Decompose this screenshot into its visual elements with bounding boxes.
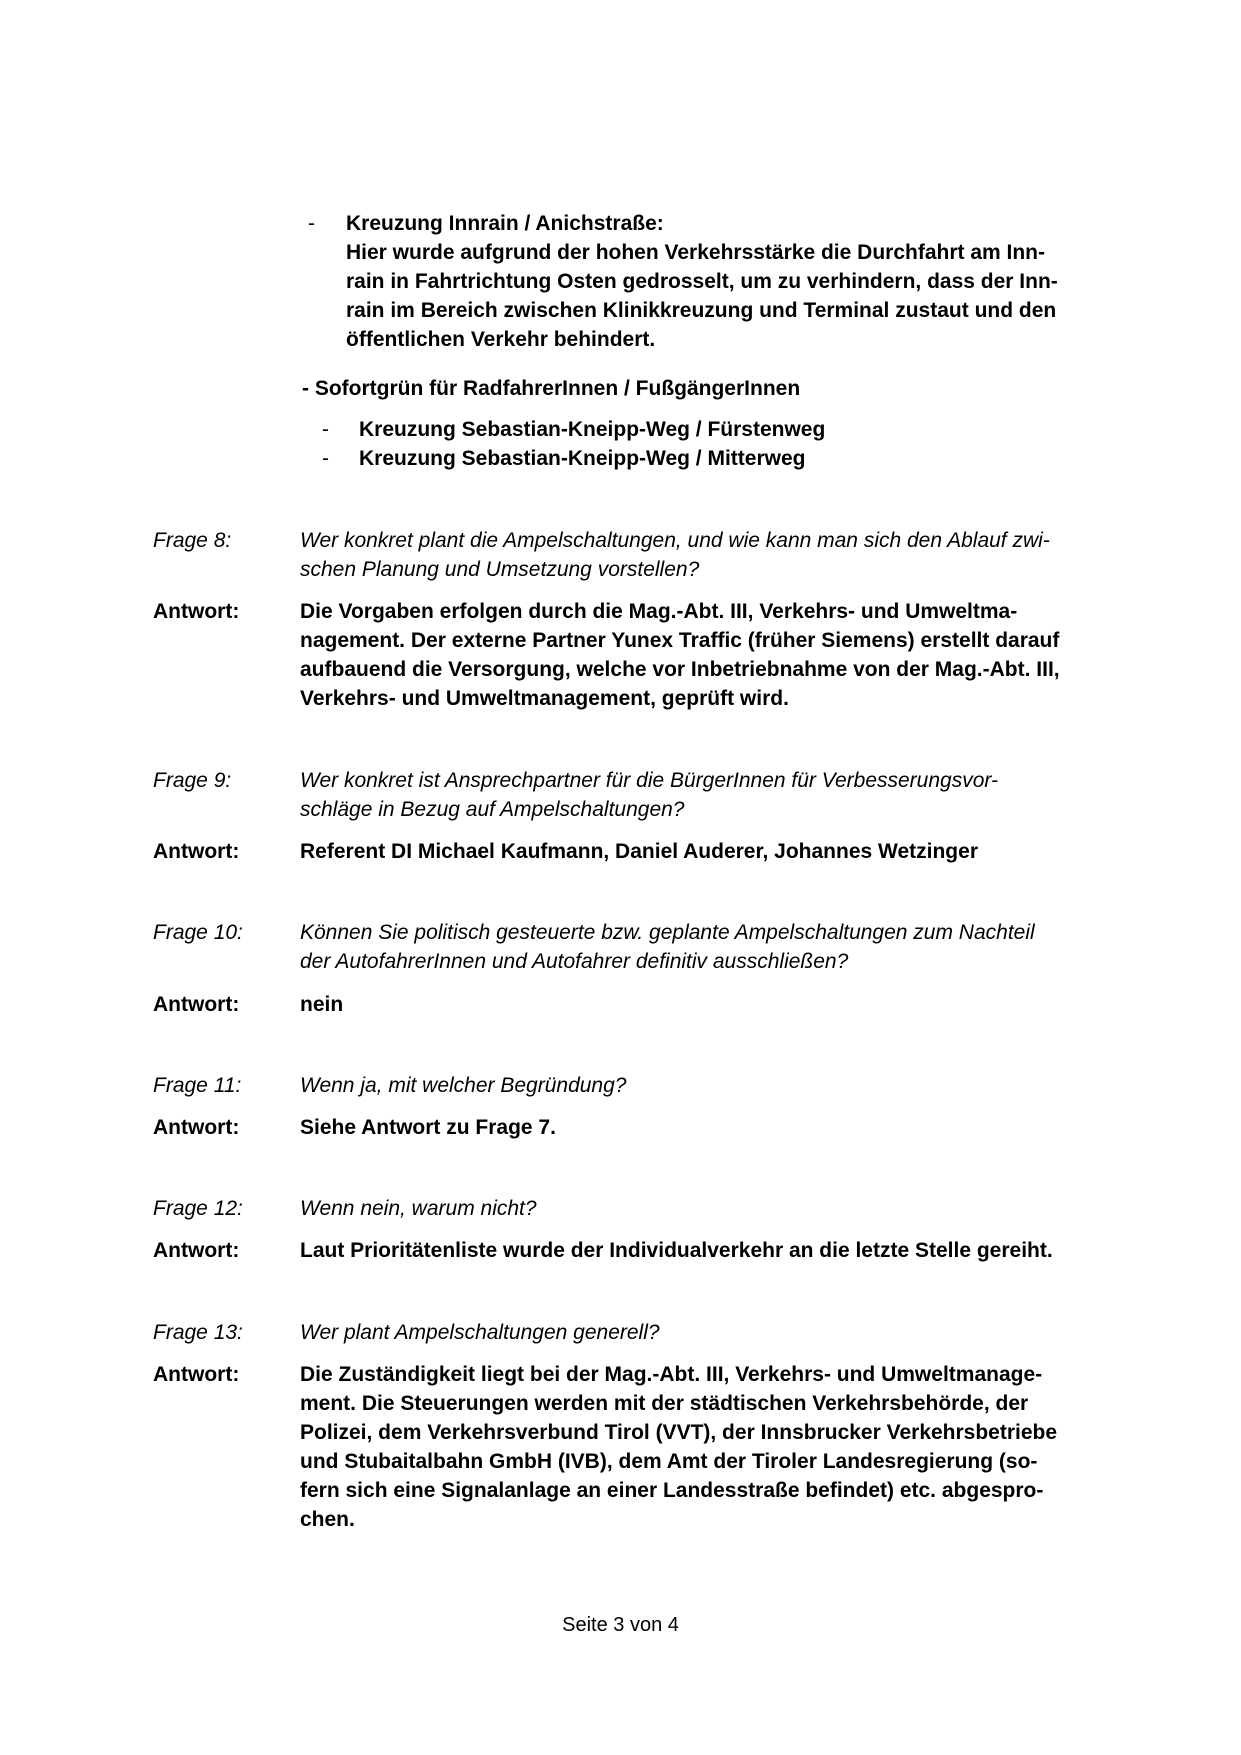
question-text	[300, 918, 1145, 976]
bullet-dash: -	[322, 418, 329, 441]
answer-line: Siehe Antwort zu Frage 7.	[300, 1116, 556, 1139]
answer-line: nagement. Der externe Partner Yunex Traffic (früher Siemens) erstellt darauf	[300, 629, 1060, 652]
answer-label: Antwort:	[153, 1239, 240, 1262]
page-number-footer: Seite 3 von 4	[562, 1614, 679, 1636]
answer-text	[300, 990, 1145, 1019]
bullet-line: rain in Fahrtrichtung Osten gedrosselt, um zu verhindern, dass der Inn-	[346, 270, 1058, 293]
answer-label: Antwort:	[153, 1116, 240, 1139]
answer-text	[300, 1236, 1145, 1265]
question-line: Wer konkret plant die Ampelschaltungen, und wie kann man sich den Ablauf zwi-	[300, 529, 1050, 552]
answer-line: chen.	[300, 1508, 355, 1531]
answer-line: Referent DI Michael Kaufmann, Daniel Auderer, Johannes Wetzinger	[300, 840, 978, 863]
answer-label: Antwort:	[153, 993, 240, 1016]
question-text	[300, 1194, 1145, 1223]
question-label: Frage 13:	[153, 1321, 243, 1344]
answer-line: Laut Prioritätenliste wurde der Individualverkehr an die letzte Stelle gereiht.	[300, 1239, 1053, 1262]
answer-text	[300, 1113, 1145, 1142]
question-text	[300, 526, 1145, 584]
answer-text	[300, 837, 1145, 866]
question-line: Wer konkret ist Ansprechpartner für die BürgerInnen für Verbesserungsvor-	[300, 769, 999, 792]
bullet-line: Hier wurde aufgrund der hohen Verkehrsstärke die Durchfahrt am Inn-	[346, 241, 1045, 264]
question-text	[300, 1318, 1145, 1347]
answer-line: und Stubaitalbahn GmbH (IVB), dem Amt der Tiroler Landesregierung (so-	[300, 1450, 1038, 1473]
answer-line: Verkehrs- und Umweltmanagement, geprüft wird.	[300, 687, 789, 710]
answer-line: nein	[300, 993, 344, 1016]
answer-line: aufbauend die Versorgung, welche vor Inbetriebnahme von der Mag.-Abt. III,	[300, 658, 1060, 681]
answer-label: Antwort:	[153, 600, 240, 623]
question-label: Frage 12:	[153, 1197, 243, 1220]
answer-line: ment. Die Steuerungen werden mit der städtischen Verkehrsbehörde, der	[300, 1392, 1029, 1415]
question-line: Können Sie politisch gesteuerte bzw. geplante Ampelschaltungen zum Nachteil	[300, 921, 1035, 944]
bullet-line: rain im Bereich zwischen Klinikkreuzung und Terminal zustaut und den	[346, 299, 1057, 322]
answer-label: Antwort:	[153, 1363, 240, 1386]
question-label: Frage 10:	[153, 921, 243, 944]
question-label: Frage 9:	[153, 769, 232, 792]
question-text	[300, 1071, 1145, 1100]
bullet-line: öffentlichen Verkehr behindert.	[346, 328, 656, 351]
bullet-dash: -	[308, 212, 315, 235]
answer-label: Antwort:	[153, 840, 240, 863]
question-line: Wenn nein, warum nicht?	[300, 1197, 537, 1220]
question-line: Wenn ja, mit welcher Begründung?	[300, 1074, 627, 1097]
sofortgruen-heading: - Sofortgrün für RadfahrerInnen / FußgängerInnen	[302, 377, 801, 400]
bullet-text: Kreuzung Sebastian-Kneipp-Weg / Mitterweg	[359, 447, 806, 470]
answer-line: Die Zuständigkeit liegt bei der Mag.-Abt. III, Verkehrs- und Umweltmanage-	[300, 1363, 1043, 1386]
answer-line: fern sich eine Signalanlage an einer Landesstraße befindet) etc. abgespro-	[300, 1479, 1044, 1502]
bullet-title: Kreuzung Innrain / Anichstraße:	[346, 212, 664, 235]
question-text	[300, 766, 1145, 824]
bullet-dash: -	[322, 447, 329, 470]
question-line: schläge in Bezug auf Ampelschaltungen?	[300, 798, 685, 821]
question-line: schen Planung und Umsetzung vorstellen?	[300, 558, 700, 581]
question-label: Frage 11:	[153, 1074, 242, 1097]
question-label: Frage 8:	[153, 529, 232, 552]
answer-text	[300, 1360, 1145, 1534]
question-line: der AutofahrerInnen und Autofahrer definitiv ausschließen?	[300, 950, 849, 973]
question-line: Wer plant Ampelschaltungen generell?	[300, 1321, 660, 1344]
answer-text	[300, 597, 1145, 713]
bullet-text: Kreuzung Sebastian-Kneipp-Weg / Fürstenweg	[359, 418, 826, 441]
answer-line: Polizei, dem Verkehrsverbund Tirol (VVT), der Innsbrucker Verkehrsbetriebe	[300, 1421, 1058, 1444]
answer-line: Die Vorgaben erfolgen durch die Mag.-Abt. III, Verkehrs- und Umweltma-	[300, 600, 1018, 623]
